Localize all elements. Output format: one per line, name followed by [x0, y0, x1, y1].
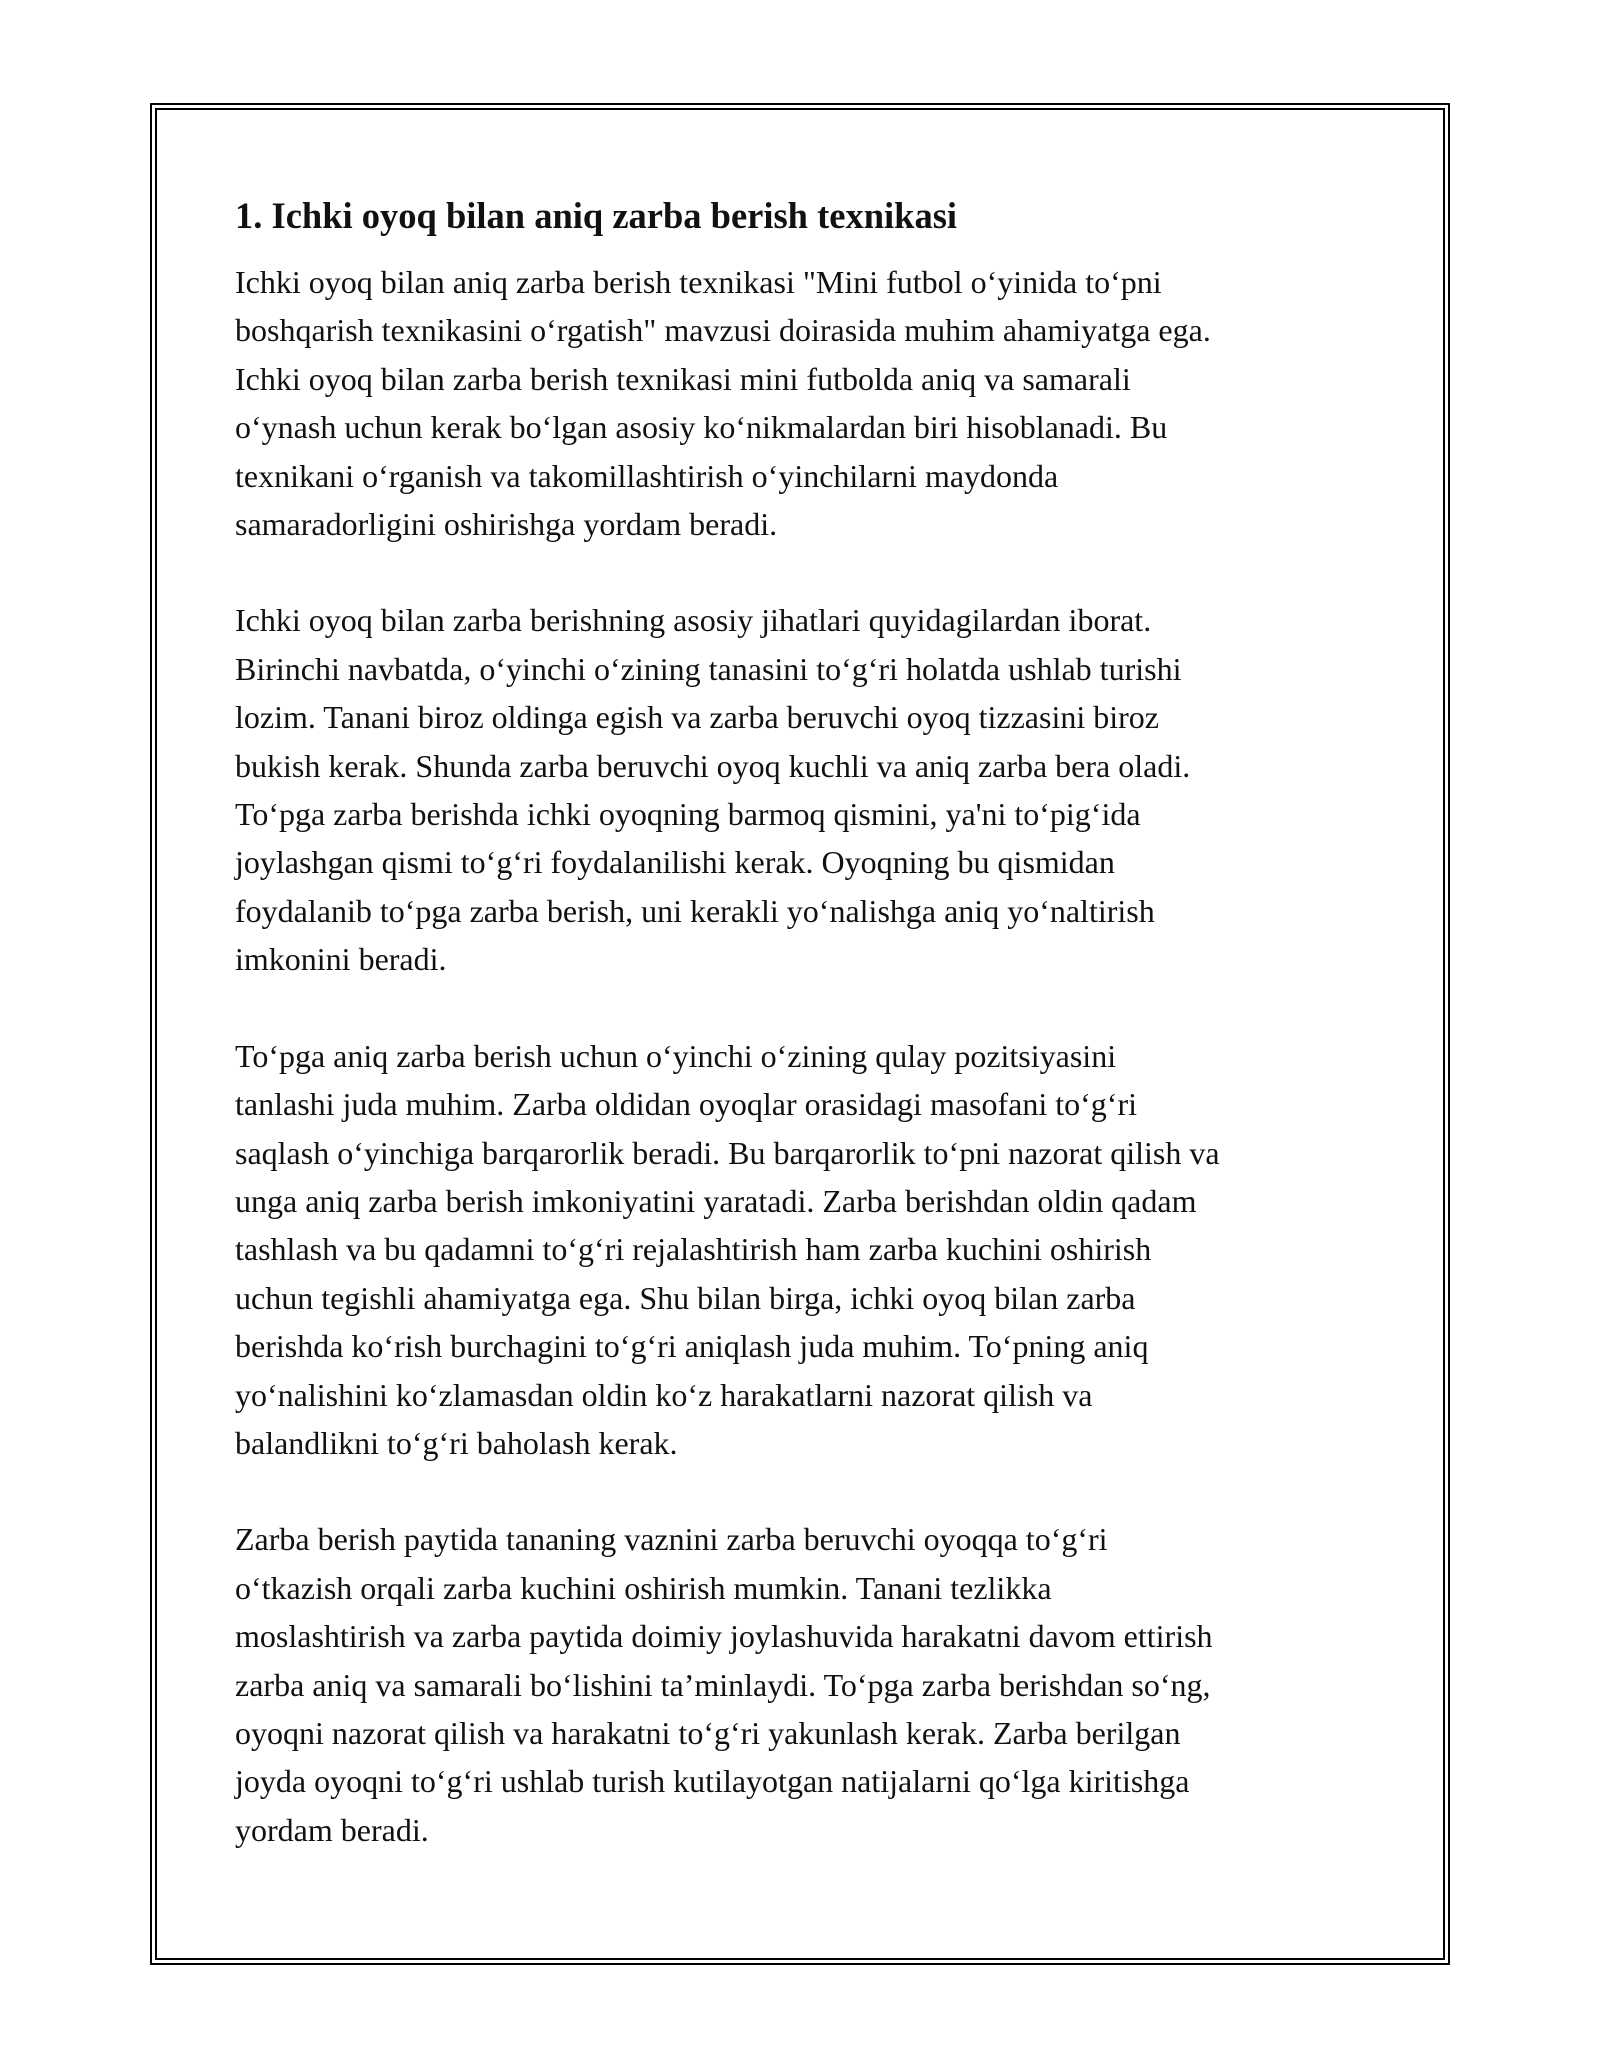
paragraph-4: Zarba berish paytida tananing vaznini zarba beruvchi oyoqqa to‘g‘ri o‘tkazish orqali zarba kuchini oshirish mumkin. Tanani tezlikka moslashtirish va zarba paytida doimiy joylashuvida harakatni davom ettirish zarba aniq va samarali bo‘lishini ta’minlaydi. To‘pga zarba berishdan so‘ng, oyoqni nazorat qilish va harakatni to‘g‘ri yakunlash kerak. Zarba berilgan joyda oyoqni to‘g‘ri ushlab turish kutilayotgan natijalarni qo‘lga kiritishga yordam beradi. [235, 1521, 1213, 1848]
paragraph-1: Ichki oyoq bilan aniq zarba berish texnikasi "Mini futbol o‘yinida to‘pni boshqarish texnikasini o‘rgatish" mavzusi doirasida muhim ahamiyatga ega. Ichki oyoq bilan zarba berish texnikasi mini futbolda aniq va samarali o‘ynash uchun kerak bo‘lgan asosiy ko‘nikmalardan biri hisoblanadi. Bu texnikani o‘rganish va takomillashtirish o‘yinchilarni maydonda samaradorligini oshirishga yordam beradi. [235, 264, 1211, 543]
paragraph-2: Ichki oyoq bilan zarba berishning asosiy jihatlari quyidagilardan iborat. Birinchi navbatda, o‘yinchi o‘zining tanasini to‘g‘ri holatda ushlab turishi lozim. Tanani biroz oldinga egish va zarba beruvchi oyoq tizzasini biroz bukish kerak. Shunda zarba beruvchi oyoq kuchli va aniq zarba bera oladi. To‘pga zarba berishda ichki oyoqning barmoq qismini, ya'ni to‘pig‘ida joylashgan qismi to‘g‘ri foydalanilishi kerak. Oyoqning bu qismidan foydalanib to‘pga zarba berish, uni kerakli yo‘nalishga aniq yo‘naltirish imkonini beradi. [235, 602, 1191, 978]
document-body [235, 190, 1385, 1902]
paragraph-3: To‘pga aniq zarba berish uchun o‘yinchi o‘zining qulay pozitsiyasini tanlashi juda muhim. Zarba oldidan oyoqlar orasidagi masofani to‘g‘ri saqlash o‘yinchiga barqarorlik beradi. Bu barqarorlik to‘pni nazorat qilish va unga aniq zarba berish imkoniyatini yaratadi. Zarba berishdan oldin qadam tashlash va bu qadamni to‘g‘ri rejalashtirish ham zarba kuchini oshirish uchun tegishli ahamiyatga ega. Shu bilan birga, ichki oyoq bilan zarba berishda ko‘rish burchagini to‘g‘ri aniqlash juda muhim. To‘pning aniq yo‘nalishini ko‘zlamasdan oldin ko‘z harakatlarni nazorat qilish va balandlikni to‘g‘ri baholash kerak. [235, 1037, 1220, 1461]
section-heading: 1. Ichki oyoq bilan aniq zarba berish texnikasi [235, 195, 958, 236]
